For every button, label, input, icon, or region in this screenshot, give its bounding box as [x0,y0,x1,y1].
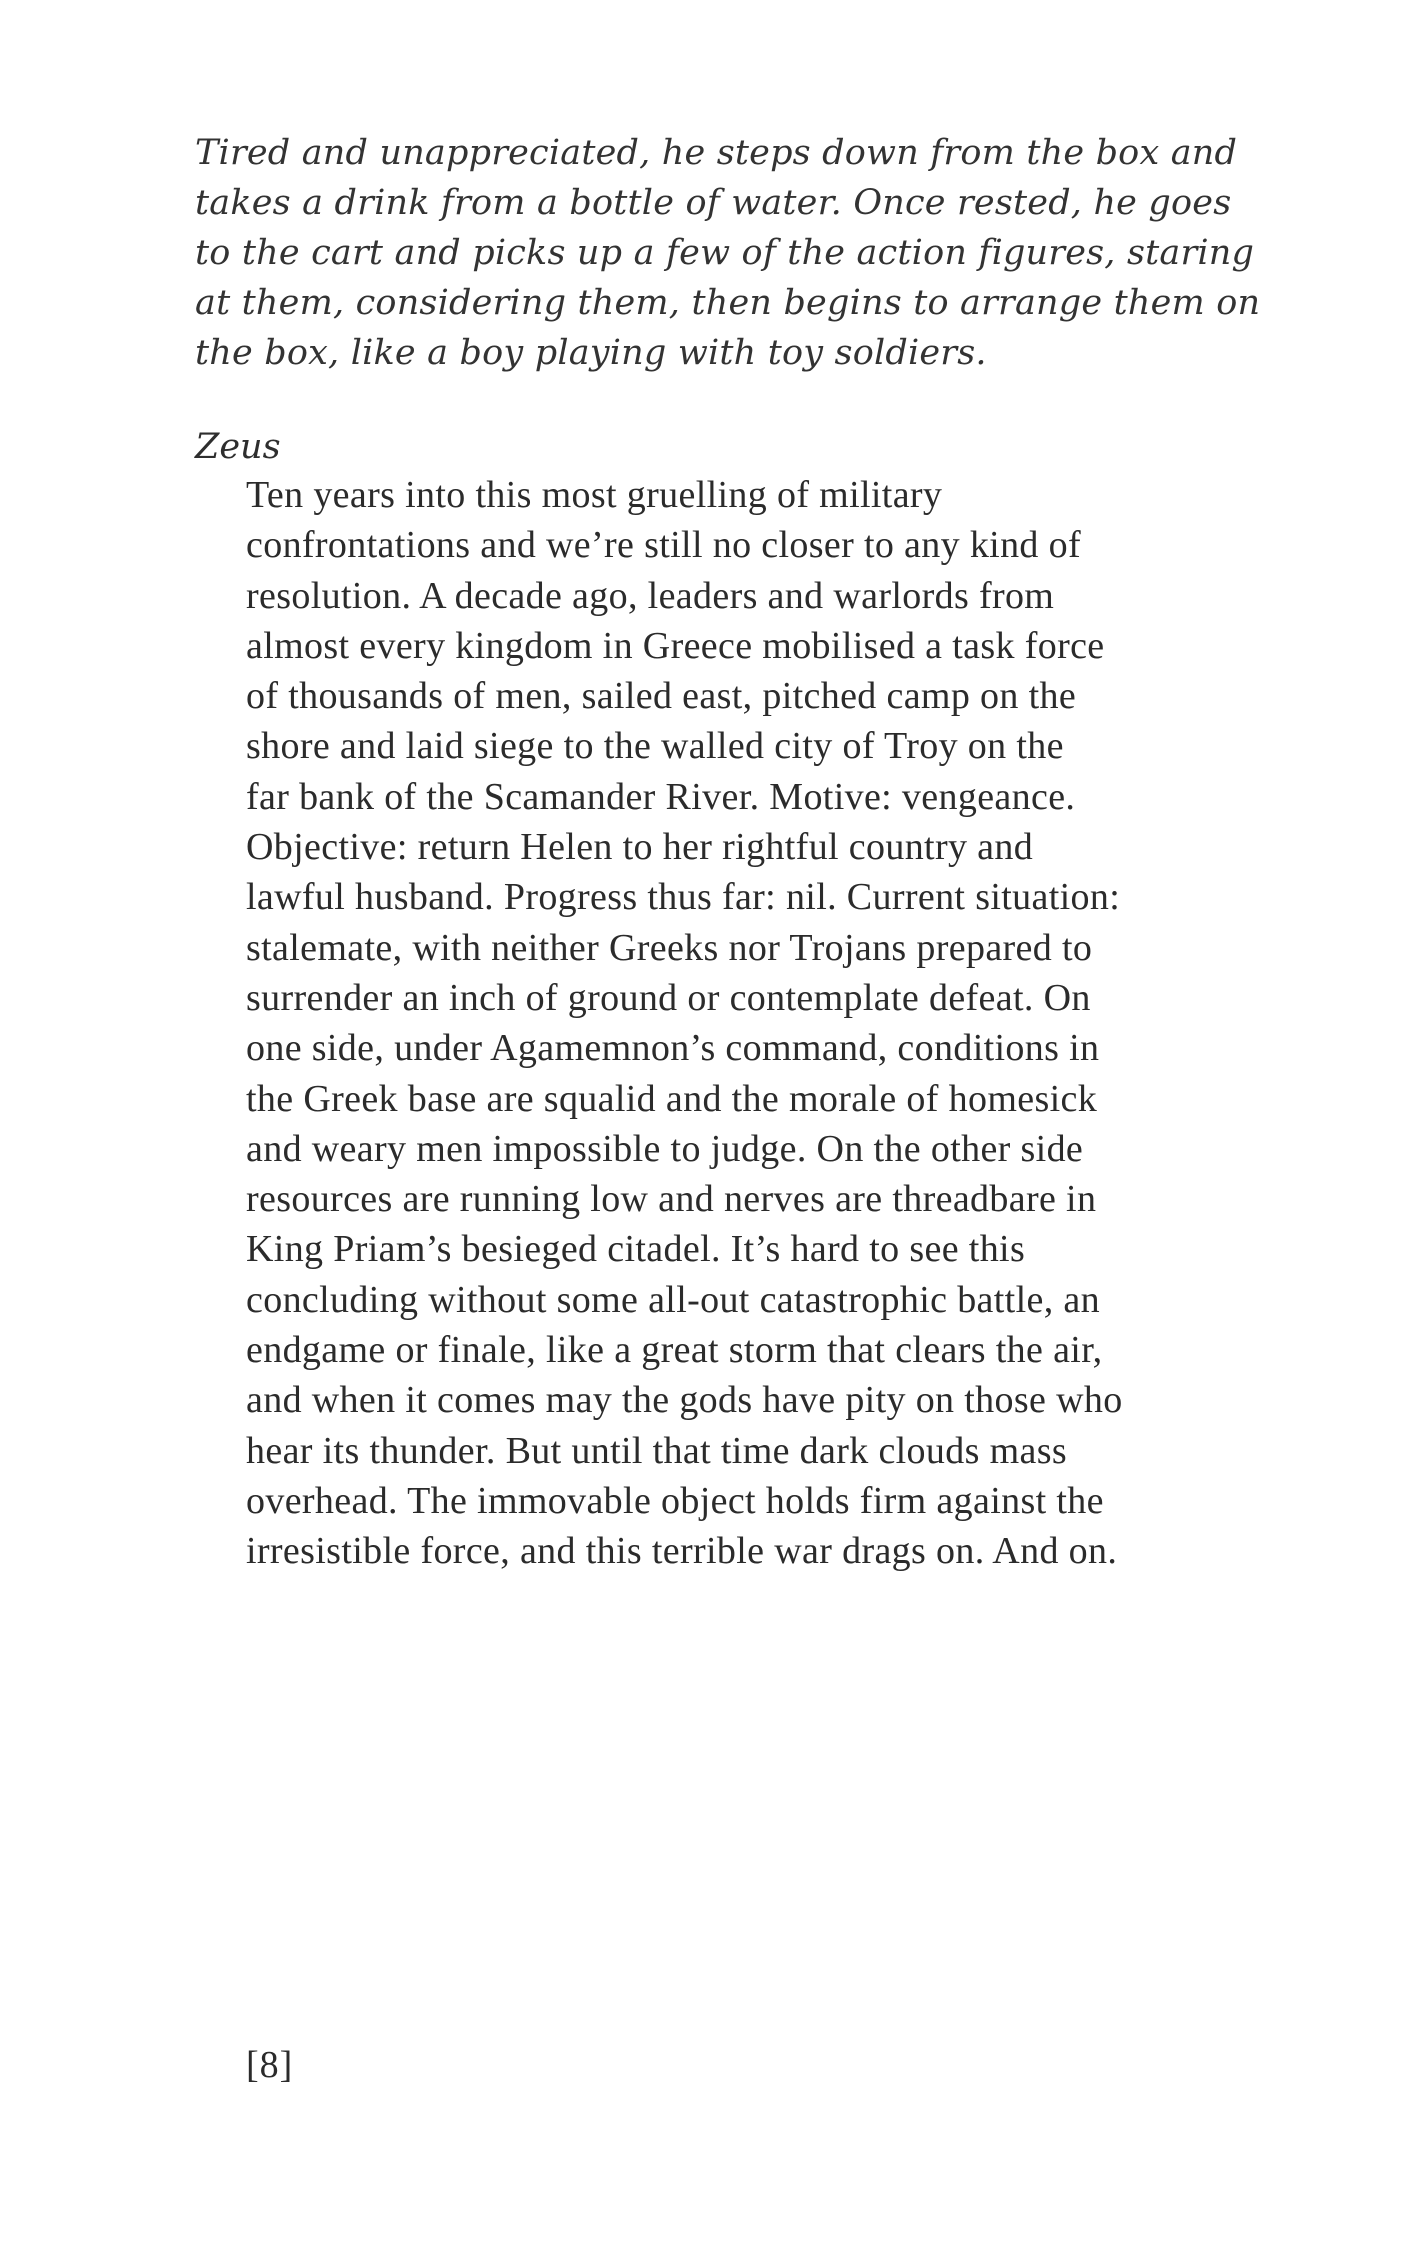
stage-direction-line: takes a drink from a bottle of water. Once rested, he goes [195,183,1232,223]
speech-line: stalemate, with neither Greeks nor Trojans prepared to [246,926,1093,969]
speech-line: Objective: return Helen to her rightful country and [246,826,1034,869]
speech-line: irresistible force, and this terrible war drags on. And on. [246,1530,1118,1573]
speech-line: one side, under Agamemnon’s command, conditions in [246,1027,1100,1070]
speech-line: shore and laid siege to the walled city of Troy on the [246,725,1064,768]
speech-line: concluding without some all-out catastrophic battle, an [246,1278,1100,1321]
speech-line: the Greek base are squalid and the morale of homesick [246,1077,1098,1120]
stage-direction-line: Tired and unappreciated, he steps down from the box and [195,133,1238,173]
stage-direction [195,128,1265,378]
speech-line: overhead. The immovable object holds firm against the [246,1479,1104,1522]
speech-line: surrender an inch of ground or contemplate defeat. On [246,976,1091,1019]
speech-line: of thousands of men, sailed east, pitched camp on the [246,675,1077,718]
stage-direction-line: the box, like a boy playing with toy soldiers. [195,333,987,373]
page-number: [8] [246,2044,294,2086]
speech-line: resources are running low and nerves are threadbare in [246,1178,1097,1221]
speech-line: and weary men impossible to judge. On the other side [246,1127,1084,1170]
speech-line: hear its thunder. But until that time dark clouds mass [246,1429,1068,1472]
speech-line: endgame or finale, like a great storm that clears the air, [246,1329,1103,1372]
speech-line: resolution. A decade ago, leaders and warlords from [246,574,1055,617]
speech-line: lawful husband. Progress thus far: nil. Current situation: [246,876,1121,919]
stage-direction-line: at them, considering them, then begins to arrange them on [195,283,1261,323]
speech-line: Ten years into this most gruelling of military [246,474,943,516]
speaker-name: Zeus [195,427,281,467]
speech-line: King Priam’s besieged citadel. It’s hard to see this [246,1228,1026,1271]
stage-direction-line: to the cart and picks up a few of the action figures, staring [195,233,1255,273]
speech-line: confrontations and we’re still no closer to any kind of [246,524,1081,567]
speech-block [246,470,1286,1577]
speech-line: almost every kingdom in Greece mobilised a task force [246,624,1105,667]
speech-line: and when it comes may the gods have pity on those who [246,1379,1123,1422]
speech-line: far bank of the Scamander River. Motive: vengeance. [246,775,1076,818]
